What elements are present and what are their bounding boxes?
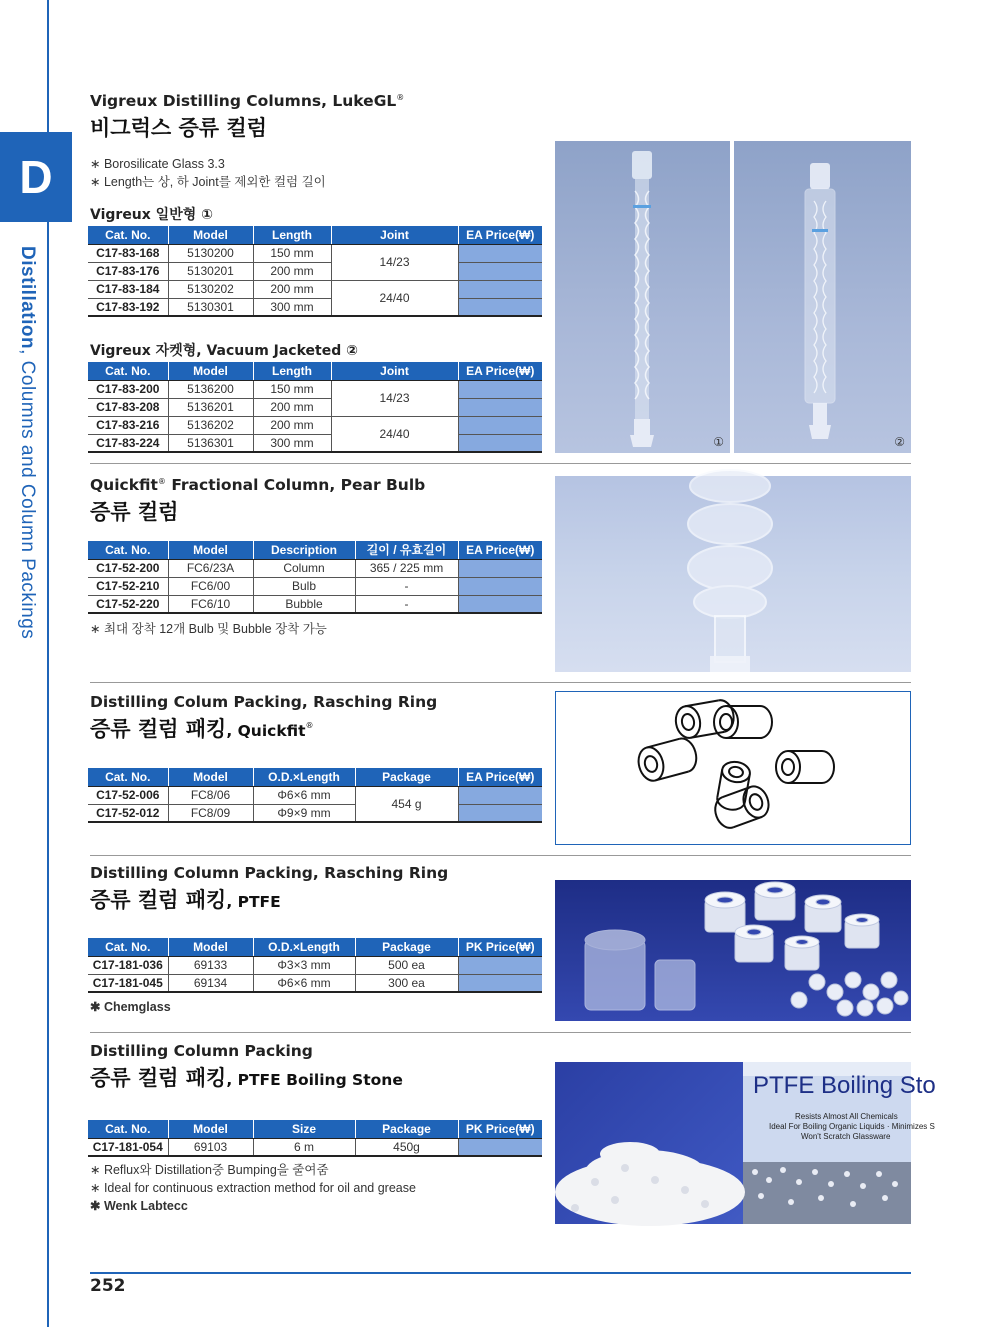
table-row: C17-83-176 5130201 200 mm [88, 262, 542, 280]
photo-label: ① [713, 435, 724, 449]
section-divider [90, 463, 911, 464]
note: ✱ Chemglass [90, 1000, 171, 1014]
col-header: Joint [331, 226, 458, 244]
section-quickfit-title [90, 476, 425, 526]
section-title-ko: 증류 컬럼 패킹, PTFE [90, 888, 281, 912]
table-row: C17-52-210 FC6/00 Bulb - [88, 577, 542, 595]
col-header: Cat. No. [88, 768, 168, 786]
col-header: EA Price(₩) [458, 541, 542, 559]
table-row: C17-181-036 69133 Φ3×3 mm 500 ea [88, 956, 542, 974]
section-title-en: Quickfit® Fractional Column, Pear Bulb [90, 476, 426, 494]
chapter-letter: D [19, 151, 53, 203]
col-header: Length [253, 362, 331, 380]
vigreux-jacketed-photo [734, 141, 911, 453]
table-row: C17-52-220 FC6/10 Bubble - [88, 595, 542, 613]
subsection-title: Vigreux 일반형 ① [90, 207, 213, 223]
col-header: PK Price(₩) [458, 1120, 542, 1138]
product-table-rasching-glass [88, 768, 542, 823]
section-notes [90, 155, 326, 191]
col-header: O.D.×Length [253, 938, 355, 956]
photo-label: ② [894, 435, 905, 449]
note: ∗ Length는 상, 하 Joint를 제외한 컬럼 길이 [90, 175, 326, 189]
chapter-title-rest: , Columns and Column Packings [17, 349, 38, 640]
chapter-tab [0, 132, 72, 222]
pear-bulb-photo [555, 476, 911, 672]
col-header: EA Price(₩) [458, 362, 542, 380]
col-header: PK Price(₩) [458, 938, 542, 956]
product-table-boiling-stone [88, 1120, 542, 1157]
section-title-en: Distilling Colum Packing, Rasching Ring [90, 693, 438, 711]
col-header: Joint [331, 362, 458, 380]
section-divider [90, 1032, 911, 1033]
section-rasching-ptfe-title [90, 864, 448, 914]
section-divider [90, 682, 911, 683]
section-title-ko: 증류 컬럼 패킹, PTFE Boiling Stone [90, 1066, 403, 1090]
product-table-rasching-ptfe [88, 938, 542, 993]
table-row: C17-181-054 69103 6 m 450g [88, 1138, 542, 1156]
col-header: Cat. No. [88, 226, 168, 244]
can-line: Ideal For Boiling Organic Liquids · Minimizes S [769, 1122, 935, 1131]
product-table-vigreux-jacketed [88, 362, 542, 453]
col-header: Model [168, 768, 253, 786]
col-header: Cat. No. [88, 541, 168, 559]
note: ∗ 최대 장착 12개 Bulb 및 Bubble 장착 가능 [90, 622, 327, 636]
boiling-stone-photo [555, 1062, 936, 1224]
section-title-en: Distilling Column Packing, Rasching Ring [90, 864, 449, 882]
col-header: Model [168, 1120, 253, 1138]
note: ∗ Reflux와 Distillation중 Bumping을 줄여줌 [90, 1163, 329, 1177]
section-rasching-glass-title [90, 693, 437, 743]
note: ✱ Wenk Labtecc [90, 1199, 188, 1213]
col-header: Cat. No. [88, 938, 168, 956]
table-row: C17-52-012 FC8/09 Φ9×9 mm [88, 804, 542, 822]
col-header: Model [168, 938, 253, 956]
section-title-ko: 비그럭스 증류 컬럼 [90, 116, 267, 140]
section-title-ko: 증류 컬럼 [90, 500, 179, 524]
section-vigreux-title [90, 92, 404, 142]
vigreux-standard-photo [555, 141, 730, 453]
table-row: C17-83-200 5136200 150 mm 14/23 [88, 380, 542, 398]
product-table-vigreux-standard [88, 226, 542, 317]
table-row: C17-83-208 5136201 200 mm [88, 398, 542, 416]
footer-rule [90, 1272, 911, 1274]
col-header: Cat. No. [88, 362, 168, 380]
table-row: C17-83-192 5130301 300 mm [88, 298, 542, 316]
col-header: Size [253, 1120, 355, 1138]
page-number: 252 [90, 1276, 126, 1296]
col-header: EA Price(₩) [458, 768, 542, 786]
col-header: Package [355, 1120, 458, 1138]
col-header: Package [355, 938, 458, 956]
can-line: Resists Almost All Chemicals [795, 1112, 898, 1121]
col-header: Model [168, 541, 253, 559]
section-notes [90, 1161, 416, 1215]
chapter-title [16, 246, 38, 639]
note: ∗ Borosilicate Glass 3.3 [90, 157, 225, 171]
table-row: C17-52-200 FC6/23A Column 365 / 225 mm [88, 559, 542, 577]
table-row: C17-52-006 FC8/06 Φ6×6 mm 454 g [88, 786, 542, 804]
col-header: Cat. No. [88, 1120, 168, 1138]
can-line: Won't Scratch Glassware [801, 1132, 891, 1141]
note: ∗ Ideal for continuous extraction method for oil and grease [90, 1181, 416, 1195]
col-header: Model [168, 362, 253, 380]
section-title-en: Distilling Column Packing [90, 1042, 313, 1060]
rasching-ring-illustration [555, 691, 911, 845]
table-row: C17-83-184 5130202 200 mm 24/40 [88, 280, 542, 298]
col-header: 길이 / 유효길이 [355, 541, 458, 559]
chapter-title-bold: Distillation [17, 246, 38, 350]
section-title-en: Vigreux Distilling Columns, LukeGL® [90, 92, 405, 110]
table-row: C17-83-168 5130200 150 mm 14/23 [88, 244, 542, 262]
section-boiling-stone-title [90, 1042, 403, 1092]
can-label: PTFE Boiling Sto [753, 1072, 936, 1099]
section-title-ko: 증류 컬럼 패킹, Quickfit® [90, 717, 314, 741]
subsection-title: Vigreux 자켓형, Vacuum Jacketed ② [90, 343, 358, 359]
col-header: Package [355, 768, 458, 786]
product-table-pear-bulb [88, 541, 542, 614]
col-header: Description [253, 541, 355, 559]
ptfe-ring-photo [555, 880, 911, 1021]
col-header: O.D.×Length [253, 768, 355, 786]
table-row: C17-83-224 5136301 300 mm [88, 434, 542, 452]
table-row: C17-181-045 69134 Φ6×6 mm 300 ea [88, 974, 542, 992]
col-header: Model [168, 226, 253, 244]
section-divider [90, 855, 911, 856]
col-header: Length [253, 226, 331, 244]
table-row: C17-83-216 5136202 200 mm 24/40 [88, 416, 542, 434]
col-header: EA Price(₩) [458, 226, 542, 244]
